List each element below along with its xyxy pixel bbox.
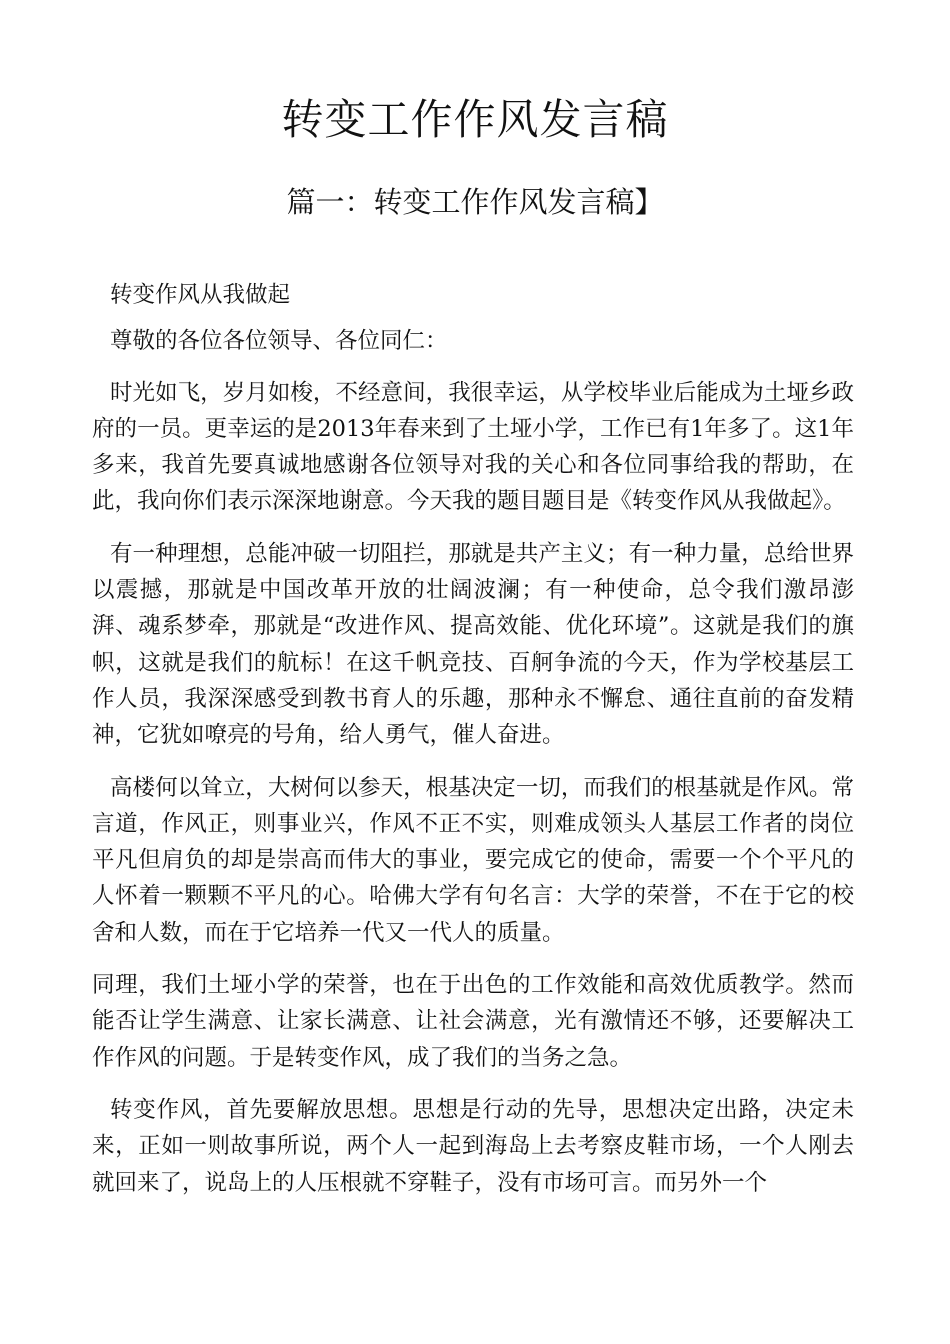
paragraph: 时光如飞，岁月如梭，不经意间，我很幸运，从学校毕业后能成为土垭乡政府的一员。更幸运的是2013年春来到了土垭小学，工作已有1年多了。这1年多来，我首先要真诚地感谢各位领导对我的关心和各位同事给我的帮助，在此，我向你们表示深深地谢意。今天我的题目题目是《转变作风从我做起》。 — [92, 379, 854, 515]
paragraph: 转变作风，首先要解放思想。思想是行动的先导，思想决定出路，决定未来，正如一则故事所说，两个人一起到海岛上去考察皮鞋市场，一个人刚去就回来了，说岛上的人压根就不穿鞋子，没有市场可言。而另外一个 — [92, 1096, 854, 1196]
paragraph: 高楼何以耸立，大树何以参天，根基决定一切，而我们的根基就是作风。常言道，作风正，则事业兴，作风不正不实，则难成领头人基层工作者的岗位平凡但肩负的却是崇高而伟大的事业，要完成它的使命，需要一个个平凡的人怀着一颗颗不平凡的心。哈佛大学有句名言：大学的荣誉，不在于它的校舍和人数，而在于它培养一代又一代人的质量。 — [92, 774, 854, 946]
paragraph-heading: 转变作风从我做起 — [110, 282, 291, 308]
document-body — [92, 277, 854, 1217]
paragraph: 有一种理想，总能冲破一切阻拦，那就是共产主义；有一种力量，总给世界以震撼，那就是中国改革开放的壮阔波澜；有一种使命，总令我们激昂澎湃、魂系梦牵，那就是“改进作风、提高效能、优化环境”。这就是我们的旗帜，这就是我们的航标！在这千帆竞技、百舸争流的今天，作为学校基层工作人员，我深深感受到教书育人的乐趣，那种永不懈怠、通往直前的奋发精神，它犹如嘹亮的号角，给人勇气，催人奋进。 — [92, 540, 854, 749]
paragraph: 同理，我们土垭小学的荣誉，也在于出色的工作效能和高效优质教学。然而能否让学生满意、让家长满意、让社会满意，光有激情还不够，还要解决工作作风的问题。于是转变作风，成了我们的当务之急。 — [92, 972, 854, 1071]
document-title: 转变工作作风发言稿 — [281, 95, 669, 144]
paragraph-salutation: 尊敬的各位各位领导、各位同仁： — [110, 328, 448, 355]
document-subtitle: 篇一：转变工作作风发言稿】 — [286, 185, 664, 219]
